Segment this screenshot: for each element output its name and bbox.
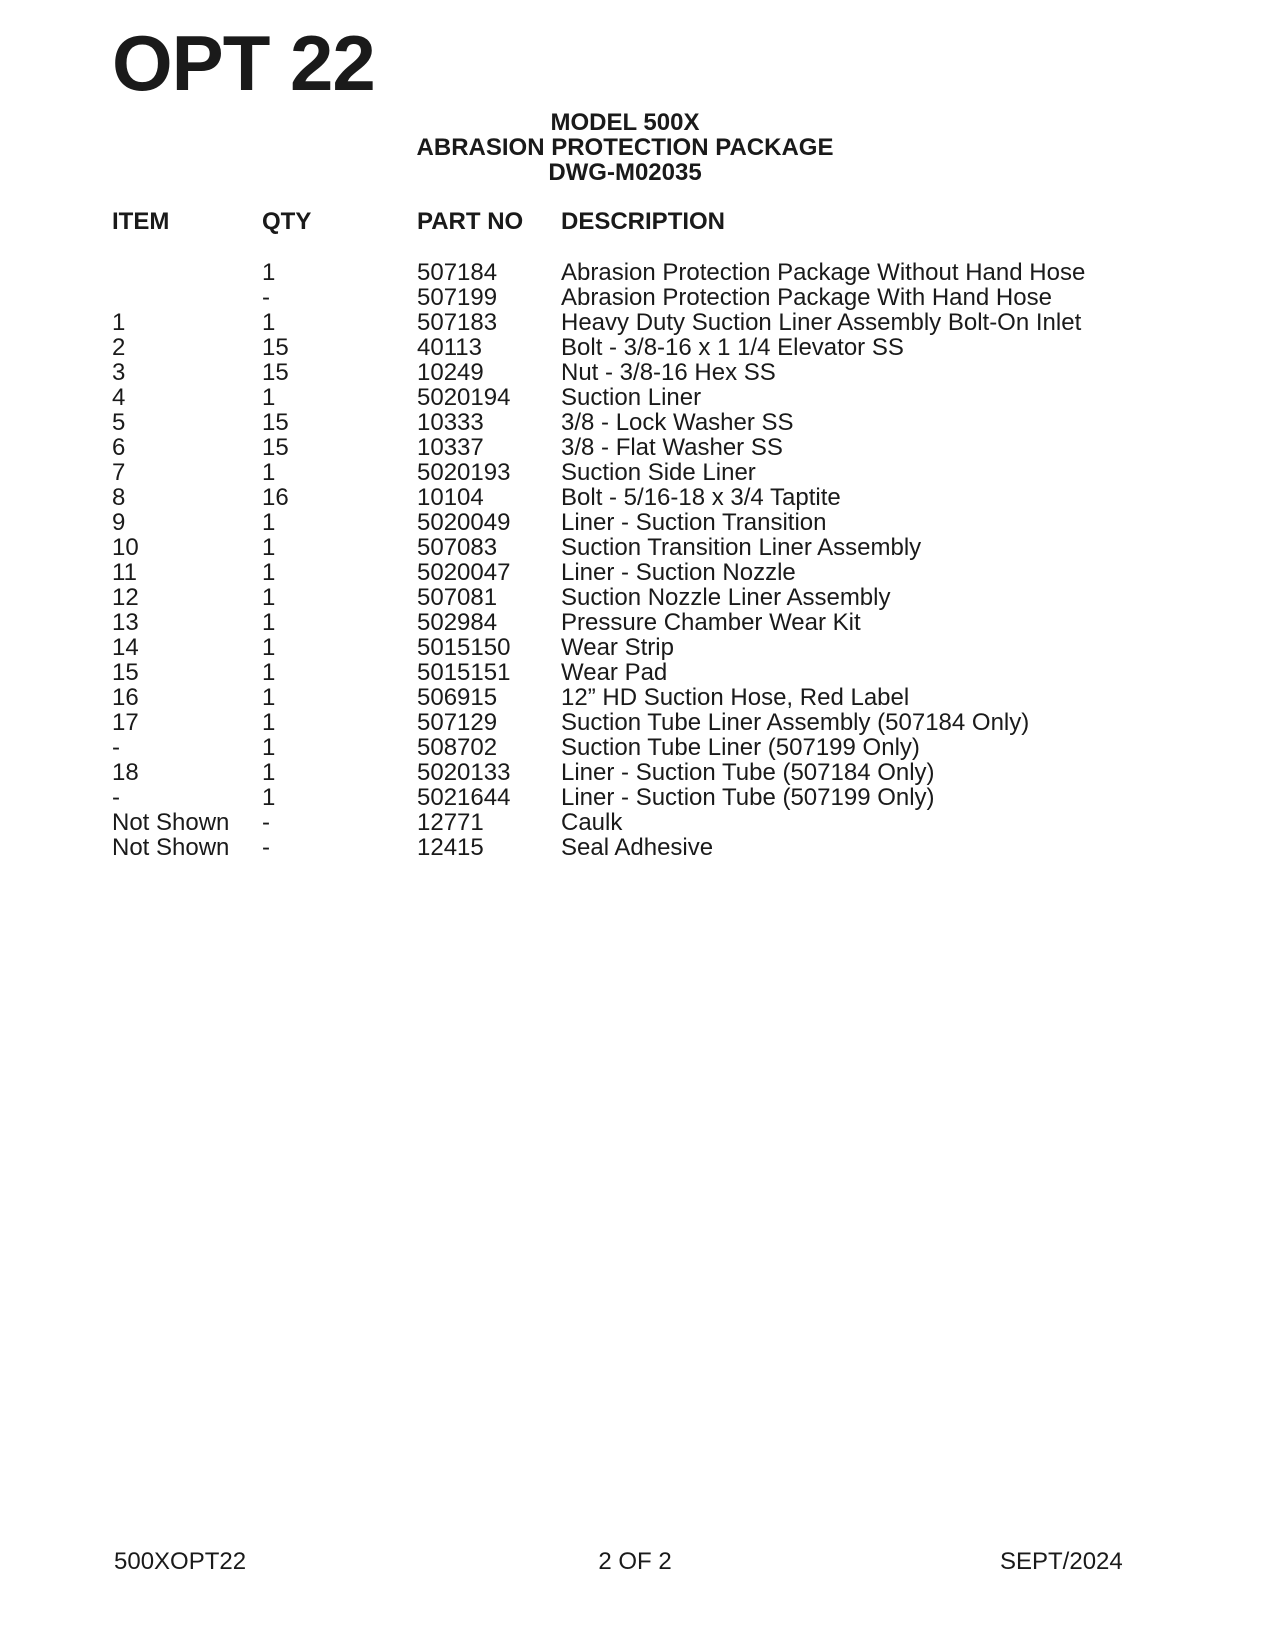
table-row [0,760,1275,785]
row-part-no: 10337 [417,434,484,461]
row-description: Suction Transition Liner Assembly [561,534,922,561]
row-part-no: 5015151 [417,659,511,686]
table-row [0,335,1275,360]
row-item: 3 [112,359,126,386]
table-row [0,660,1275,685]
row-part-no: 5020047 [417,559,511,586]
row-item: 5 [112,409,126,436]
row-part-no: 5015150 [417,634,511,661]
row-description: Seal Adhesive [561,834,714,861]
row-item: 6 [112,434,126,461]
footer-date: SEPT/2024 [1000,1548,1123,1575]
column-header-item: ITEM [112,208,170,235]
row-qty: 1 [262,659,276,686]
row-part-no: 506915 [417,684,498,711]
row-qty: - [262,809,270,836]
row-description: Wear Strip [561,634,674,661]
row-item: 14 [112,634,139,661]
row-item: - [112,784,120,811]
row-description: Liner - Suction Transition [561,509,827,536]
row-qty: 1 [262,259,276,286]
row-part-no: 5020133 [417,759,511,786]
table-row [0,285,1275,310]
page-title: OPT 22 [112,19,375,107]
row-part-no: 40113 [417,334,482,361]
row-description: Suction Liner [561,384,702,411]
table-row [0,435,1275,460]
row-qty: 16 [262,484,289,511]
row-description: Liner - Suction Tube (507184 Only) [561,759,935,786]
row-part-no: 507184 [417,259,498,286]
row-item: 13 [112,609,139,636]
document-heading [0,110,1250,185]
row-description: Suction Nozzle Liner Assembly [561,584,891,611]
row-item: 8 [112,484,126,511]
row-part-no: 502984 [417,609,498,636]
row-part-no: 507199 [417,284,498,311]
row-qty: 15 [262,409,289,436]
heading-model: MODEL 500X [550,109,700,136]
table-row [0,385,1275,410]
row-description: Bolt - 5/16-18 x 3/4 Taptite [561,484,841,511]
footer-doc-code: 500XOPT22 [114,1548,247,1575]
row-qty: 1 [262,709,276,736]
row-description: 3/8 - Lock Washer SS [561,409,794,436]
row-qty: 1 [262,759,276,786]
row-qty: 1 [262,559,276,586]
row-qty: 1 [262,784,276,811]
row-qty: 1 [262,384,276,411]
row-qty: - [262,834,270,861]
row-description: Abrasion Protection Package With Hand Hose [561,284,1052,311]
table-row [0,785,1275,810]
row-description: Liner - Suction Nozzle [561,559,796,586]
row-item: 1 [112,309,126,336]
row-part-no: 5020049 [417,509,511,536]
row-item: 4 [112,384,126,411]
row-qty: 15 [262,359,289,386]
row-part-no: 5020193 [417,459,511,486]
table-row [0,560,1275,585]
table-row [0,410,1275,435]
row-item: 15 [112,659,139,686]
row-qty: 15 [262,334,289,361]
row-description: Wear Pad [561,659,668,686]
footer-page-number: 2 OF 2 [598,1548,672,1575]
table-row [0,535,1275,560]
row-item: 11 [112,559,137,586]
row-item: 18 [112,759,139,786]
row-qty: - [262,284,270,311]
row-description: Pressure Chamber Wear Kit [561,609,861,636]
row-item: 16 [112,684,139,711]
heading-drawing: DWG-M02035 [548,159,702,186]
row-part-no: 507129 [417,709,498,736]
table-row [0,310,1275,335]
row-item: 12 [112,584,139,611]
row-item: Not Shown [112,834,230,861]
row-part-no: 507083 [417,534,498,561]
row-qty: 15 [262,434,289,461]
row-item: 17 [112,709,139,736]
row-part-no: 12771 [417,809,484,836]
parts-table [0,260,1275,860]
row-description: Liner - Suction Tube (507199 Only) [561,784,935,811]
row-qty: 1 [262,309,276,336]
row-part-no: 507183 [417,309,498,336]
row-description: Nut - 3/8-16 Hex SS [561,359,776,386]
row-part-no: 12415 [417,834,484,861]
row-description: Abrasion Protection Package Without Hand Hose [561,259,1086,286]
row-part-no: 5021644 [417,784,511,811]
table-row [0,485,1275,510]
row-qty: 1 [262,634,276,661]
row-description: Caulk [561,809,623,836]
row-qty: 1 [262,459,276,486]
row-part-no: 10333 [417,409,484,436]
row-part-no: 508702 [417,734,498,761]
row-part-no: 507081 [417,584,498,611]
column-header-qty: QTY [262,208,312,235]
table-row [0,685,1275,710]
row-item: 2 [112,334,126,361]
row-item: 9 [112,509,126,536]
row-description: Suction Side Liner [561,459,756,486]
table-row [0,810,1275,835]
row-qty: 1 [262,584,276,611]
column-header-part-no: PART NO [417,208,524,235]
row-description: Suction Tube Liner Assembly (507184 Only) [561,709,1030,736]
row-qty: 1 [262,684,276,711]
table-row [0,835,1275,860]
row-item: Not Shown [112,809,230,836]
row-part-no: 5020194 [417,384,511,411]
row-qty: 1 [262,509,276,536]
table-row [0,735,1275,760]
column-header-description: DESCRIPTION [561,208,726,235]
row-part-no: 10104 [417,484,484,511]
row-qty: 1 [262,734,276,761]
table-row [0,510,1275,535]
row-description: Heavy Duty Suction Liner Assembly Bolt-On Inlet [561,309,1082,336]
row-part-no: 10249 [417,359,484,386]
table-row [0,710,1275,735]
table-row [0,260,1275,285]
row-item: - [112,734,120,761]
row-item: 10 [112,534,139,561]
table-row [0,635,1275,660]
heading-package: ABRASION PROTECTION PACKAGE [416,134,834,161]
row-description: Suction Tube Liner (507199 Only) [561,734,920,761]
row-item: 7 [112,459,126,486]
table-row [0,610,1275,635]
table-row [0,585,1275,610]
table-row [0,360,1275,385]
row-qty: 1 [262,609,276,636]
table-row [0,460,1275,485]
row-description: 3/8 - Flat Washer SS [561,434,783,461]
row-qty: 1 [262,534,276,561]
row-description: Bolt - 3/8-16 x 1 1/4 Elevator SS [561,334,904,361]
row-description: 12” HD Suction Hose, Red Label [561,684,910,711]
